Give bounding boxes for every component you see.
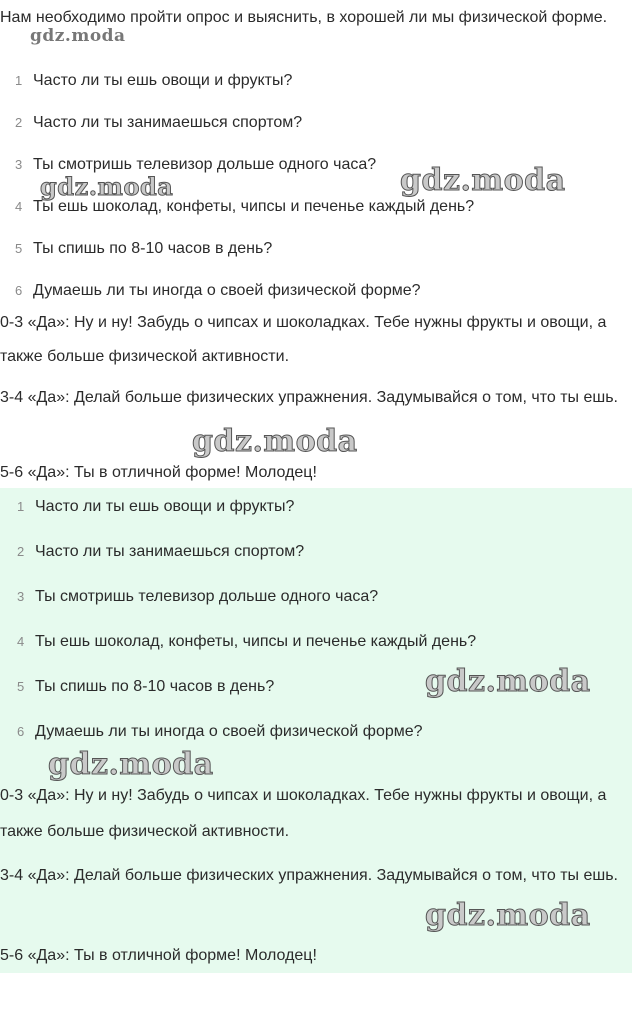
question-text: Часто ли ты занимаешься спортом? xyxy=(35,543,305,560)
question-number: 5 xyxy=(17,679,25,694)
watermark: gdz.moda xyxy=(400,163,566,198)
result-text: 5-6 «Да»: Ты в отличной форме! Молодец! xyxy=(0,947,317,964)
result-text: 3-4 «Да»: Делай больше физических упражнения. Задумывайся о том, что ты ешь. xyxy=(0,389,618,406)
question-number: 3 xyxy=(17,589,25,604)
question-text: Ты смотришь телевизор дольше одного часа? xyxy=(33,156,377,173)
watermark: gdz.moda xyxy=(192,424,358,459)
watermark: gdz.moda xyxy=(48,747,214,782)
question-number: 4 xyxy=(17,634,25,649)
watermark: gdz.moda xyxy=(30,26,126,46)
question-number: 1 xyxy=(15,73,23,88)
result-text: 5-6 «Да»: Ты в отличной форме! Молодец! xyxy=(0,464,317,481)
question-number: 5 xyxy=(15,241,23,256)
question-text: Ты ешь шоколад, конфеты, чипсы и печенье каждый день? xyxy=(33,198,475,215)
question-number: 4 xyxy=(15,199,23,214)
result-text: 0-3 «Да»: Ну и ну! Забудь о чипсах и шоколадках. Тебе нужны фрукты и овощи, а также больше физической активности. xyxy=(0,314,607,365)
watermark: gdz.moda xyxy=(425,664,591,699)
question-text: Ты ешь шоколад, конфеты, чипсы и печенье каждый день? xyxy=(35,633,477,650)
question-text: Ты спишь по 8-10 часов в день? xyxy=(33,240,273,257)
question-number: 3 xyxy=(15,157,23,172)
question-text: Часто ли ты ешь овощи и фрукты? xyxy=(35,498,295,515)
result-text: 3-4 «Да»: Делай больше физических упражнения. Задумывайся о том, что ты ешь. xyxy=(0,867,618,884)
question-text: Часто ли ты ешь овощи и фрукты? xyxy=(33,72,293,89)
question-text: Ты смотришь телевизор дольше одного часа? xyxy=(35,588,379,605)
question-text: Думаешь ли ты иногда о своей физической форме? xyxy=(33,282,421,299)
question-number: 1 xyxy=(17,499,25,514)
question-text: Часто ли ты занимаешься спортом? xyxy=(33,114,303,131)
question-number: 2 xyxy=(17,544,25,559)
task-intro: Нам необходимо пройти опрос и выяснить, в хорошей ли мы физической форме. xyxy=(0,9,608,26)
watermark: gdz.moda xyxy=(425,898,591,933)
question-number: 2 xyxy=(15,115,23,130)
result-text: 0-3 «Да»: Ну и ну! Забудь о чипсах и шоколадках. Тебе нужны фрукты и овощи, а также больше физической активности. xyxy=(0,787,607,840)
question-number: 6 xyxy=(15,283,23,298)
question-text: Ты спишь по 8-10 часов в день? xyxy=(35,678,275,695)
question-number: 6 xyxy=(17,724,25,739)
question-text: Думаешь ли ты иногда о своей физической форме? xyxy=(35,723,423,740)
watermark: gdz.moda xyxy=(40,172,174,201)
